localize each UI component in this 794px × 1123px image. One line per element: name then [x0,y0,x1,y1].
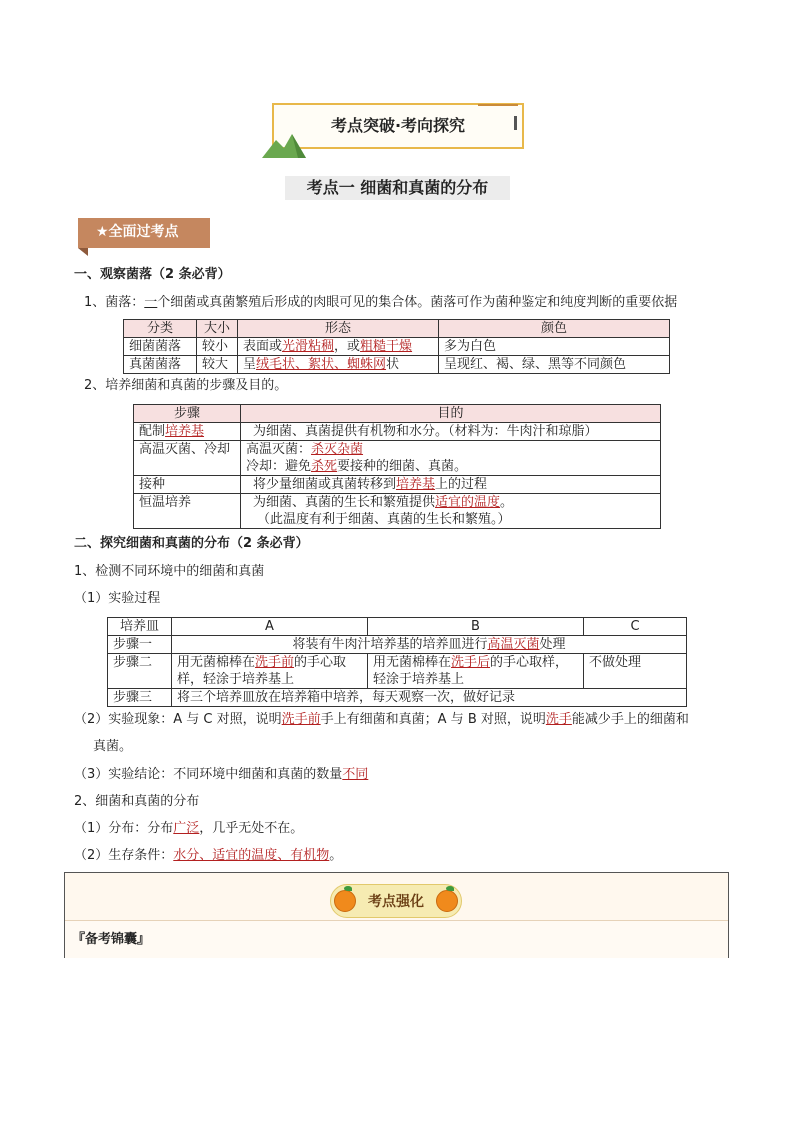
answer-text: 广泛 [173,821,200,836]
text: （2）生存条件： [74,848,174,863]
cell: 高温灭菌、冷却 [134,441,241,476]
text: 将少量细菌或真菌转移到 [253,477,397,492]
cell: 为细菌、真菌提供有机物和水分。（材料为：牛肉汁和琼脂） [241,423,661,441]
answer-text: 杀灭杂菌 [311,442,364,457]
cell: 呈现红、褐、绿、黑等不同颜色 [439,356,670,374]
part2-heading: 二、探究细菌和真菌的分布（2 条必背） [74,536,309,551]
answer-text: 光滑粘稠 [282,339,335,354]
answer-text: 水分、适宜的温度、有机物 [173,848,330,863]
text: 将装有牛肉汁培养基的培养皿进行 [292,637,488,652]
cell [238,338,439,356]
header-cell: 培养皿 [108,618,172,636]
paragraph-conclusion [74,766,368,784]
answer-text: 洗手前 [255,655,295,670]
header-cell: 步骤 [134,405,241,423]
text: 上的过程 [435,477,488,492]
header-cell: 分类 [124,320,197,338]
text: 。 [500,495,514,510]
text: 手上有细菌和真菌；A 与 B 对照，说明 [320,712,546,727]
answer-text: 适宜的温度 [435,495,501,510]
answer-text: 洗手前 [281,712,321,727]
cell: 较大 [197,356,238,374]
header-cell: 颜色 [439,320,670,338]
orange-icon [334,890,356,912]
text: 样，轻涂于培养基上 [177,672,295,687]
text: 表面或 [243,339,283,354]
paragraph-process: （1）实验过程 [74,591,161,606]
colony-table [123,319,670,374]
leaf-icon [446,886,454,891]
paragraph-observation [74,711,689,729]
cell [238,356,439,374]
text: 要接种的细菌、真菌。 [337,459,468,474]
header-cell: B [368,618,584,636]
reinforce-label: 考点强化 [368,894,424,910]
underlined-text: 一 [144,295,158,310]
answer-text: 杀死 [311,459,338,474]
paragraph-steps: 2、培养细菌和真菌的步骤及目的。 [84,378,288,393]
table-header-row [108,618,687,636]
text: 1、菌落： [84,295,145,310]
table-row [108,689,687,707]
orange-icon [436,890,458,912]
cell [368,654,584,689]
table-row [134,476,661,494]
text: 轻涂于培养基上 [373,672,465,687]
text: 冷却：避免 [246,459,312,474]
cell [134,423,241,441]
tag-tail [78,248,88,256]
text: （此温度有利于细菌、真菌的生长和繁殖。） [257,512,511,527]
leaf-icon [344,886,352,891]
table-row [134,423,661,441]
table-row [134,441,661,476]
section-title: 考点一 细菌和真菌的分布 [285,176,510,200]
cell: 恒温培养 [134,494,241,529]
text: 能减少手上的细菌和 [571,712,689,727]
header-cell: 形态 [238,320,439,338]
text: ，或 [334,339,361,354]
table-header-row [124,320,670,338]
answer-text: 洗手 [545,712,572,727]
answer-text: 培养基 [165,424,205,439]
cell: 将三个培养皿放在培养箱中培养，每天观察一次，做好记录 [172,689,687,707]
experiment-table [107,617,687,707]
cell: 步骤二 [108,654,172,689]
text: 处理 [539,637,566,652]
header-cell: A [172,618,368,636]
answer-text: 不同 [342,767,369,782]
table-row [124,338,670,356]
text: 的手心取 [294,655,347,670]
text: （3）实验结论：不同环境中细菌和真菌的数量 [74,767,343,782]
text: 个细菌或真菌繁殖后形成的肉眼可见的集合体。菌落可作为菌种鉴定和纯度判断的重要依据 [157,295,678,310]
paragraph-distribution-detail [74,820,303,838]
text: 用无菌棉棒在 [373,655,452,670]
text: 呈 [243,357,257,372]
banner-title: 考点突破·考向探究 [330,116,466,135]
culture-steps-table [133,404,661,529]
table-row [134,494,661,529]
paragraph-distribution: 2、细菌和真菌的分布 [74,794,200,809]
text: （2）实验现象：A 与 C 对照，说明 [74,712,282,727]
cell: 细菌菌落 [124,338,197,356]
table-row [108,654,687,689]
paragraph-observation-cont: 真菌。 [93,739,133,754]
tips-label: 『备考锦囊』 [72,932,151,947]
part1-heading: 一、观察菌落（2 条必背） [74,267,231,282]
answer-text: 培养基 [396,477,436,492]
text: 用无菌棉棒在 [177,655,256,670]
cell [241,441,661,476]
answer-text: 粗糙干燥 [360,339,413,354]
text: 。 [329,848,343,863]
cell: 真菌菌落 [124,356,197,374]
tips-box-inner [65,920,728,958]
cell [172,636,687,654]
text: 高温灭菌： [246,442,312,457]
table-header-row [134,405,661,423]
cell: 步骤一 [108,636,172,654]
answer-text: 绒毛状、絮状、蜘蛛网 [256,357,387,372]
header-cell: C [584,618,687,636]
cell: 较小 [197,338,238,356]
answer-text: 洗手后 [451,655,491,670]
header-cell: 目的 [241,405,661,423]
text: ，几乎无处不在。 [199,821,304,836]
paragraph-colony [84,294,677,312]
cell [241,476,661,494]
cell [172,654,368,689]
answer-text: 高温灭菌 [487,637,540,652]
text: （1）分布：分布 [74,821,174,836]
text: 状 [386,357,400,372]
cell [241,494,661,529]
section-tag: ★全面过考点 [78,218,210,248]
cell: 接种 [134,476,241,494]
header-cell: 大小 [197,320,238,338]
cell: 多为白色 [439,338,670,356]
hills-icon [262,132,306,158]
table-row [108,636,687,654]
cell: 不做处理 [584,654,687,689]
cell: 步骤三 [108,689,172,707]
table-row [124,356,670,374]
paragraph-detect: 1、检测不同环境中的细菌和真菌 [74,564,265,579]
paragraph-conditions [74,847,342,865]
text: 配制 [139,424,166,439]
banner-decoration [478,104,518,106]
text: 的手心取样， [490,655,569,670]
text: 为细菌、真菌的生长和繁殖提供 [253,495,436,510]
